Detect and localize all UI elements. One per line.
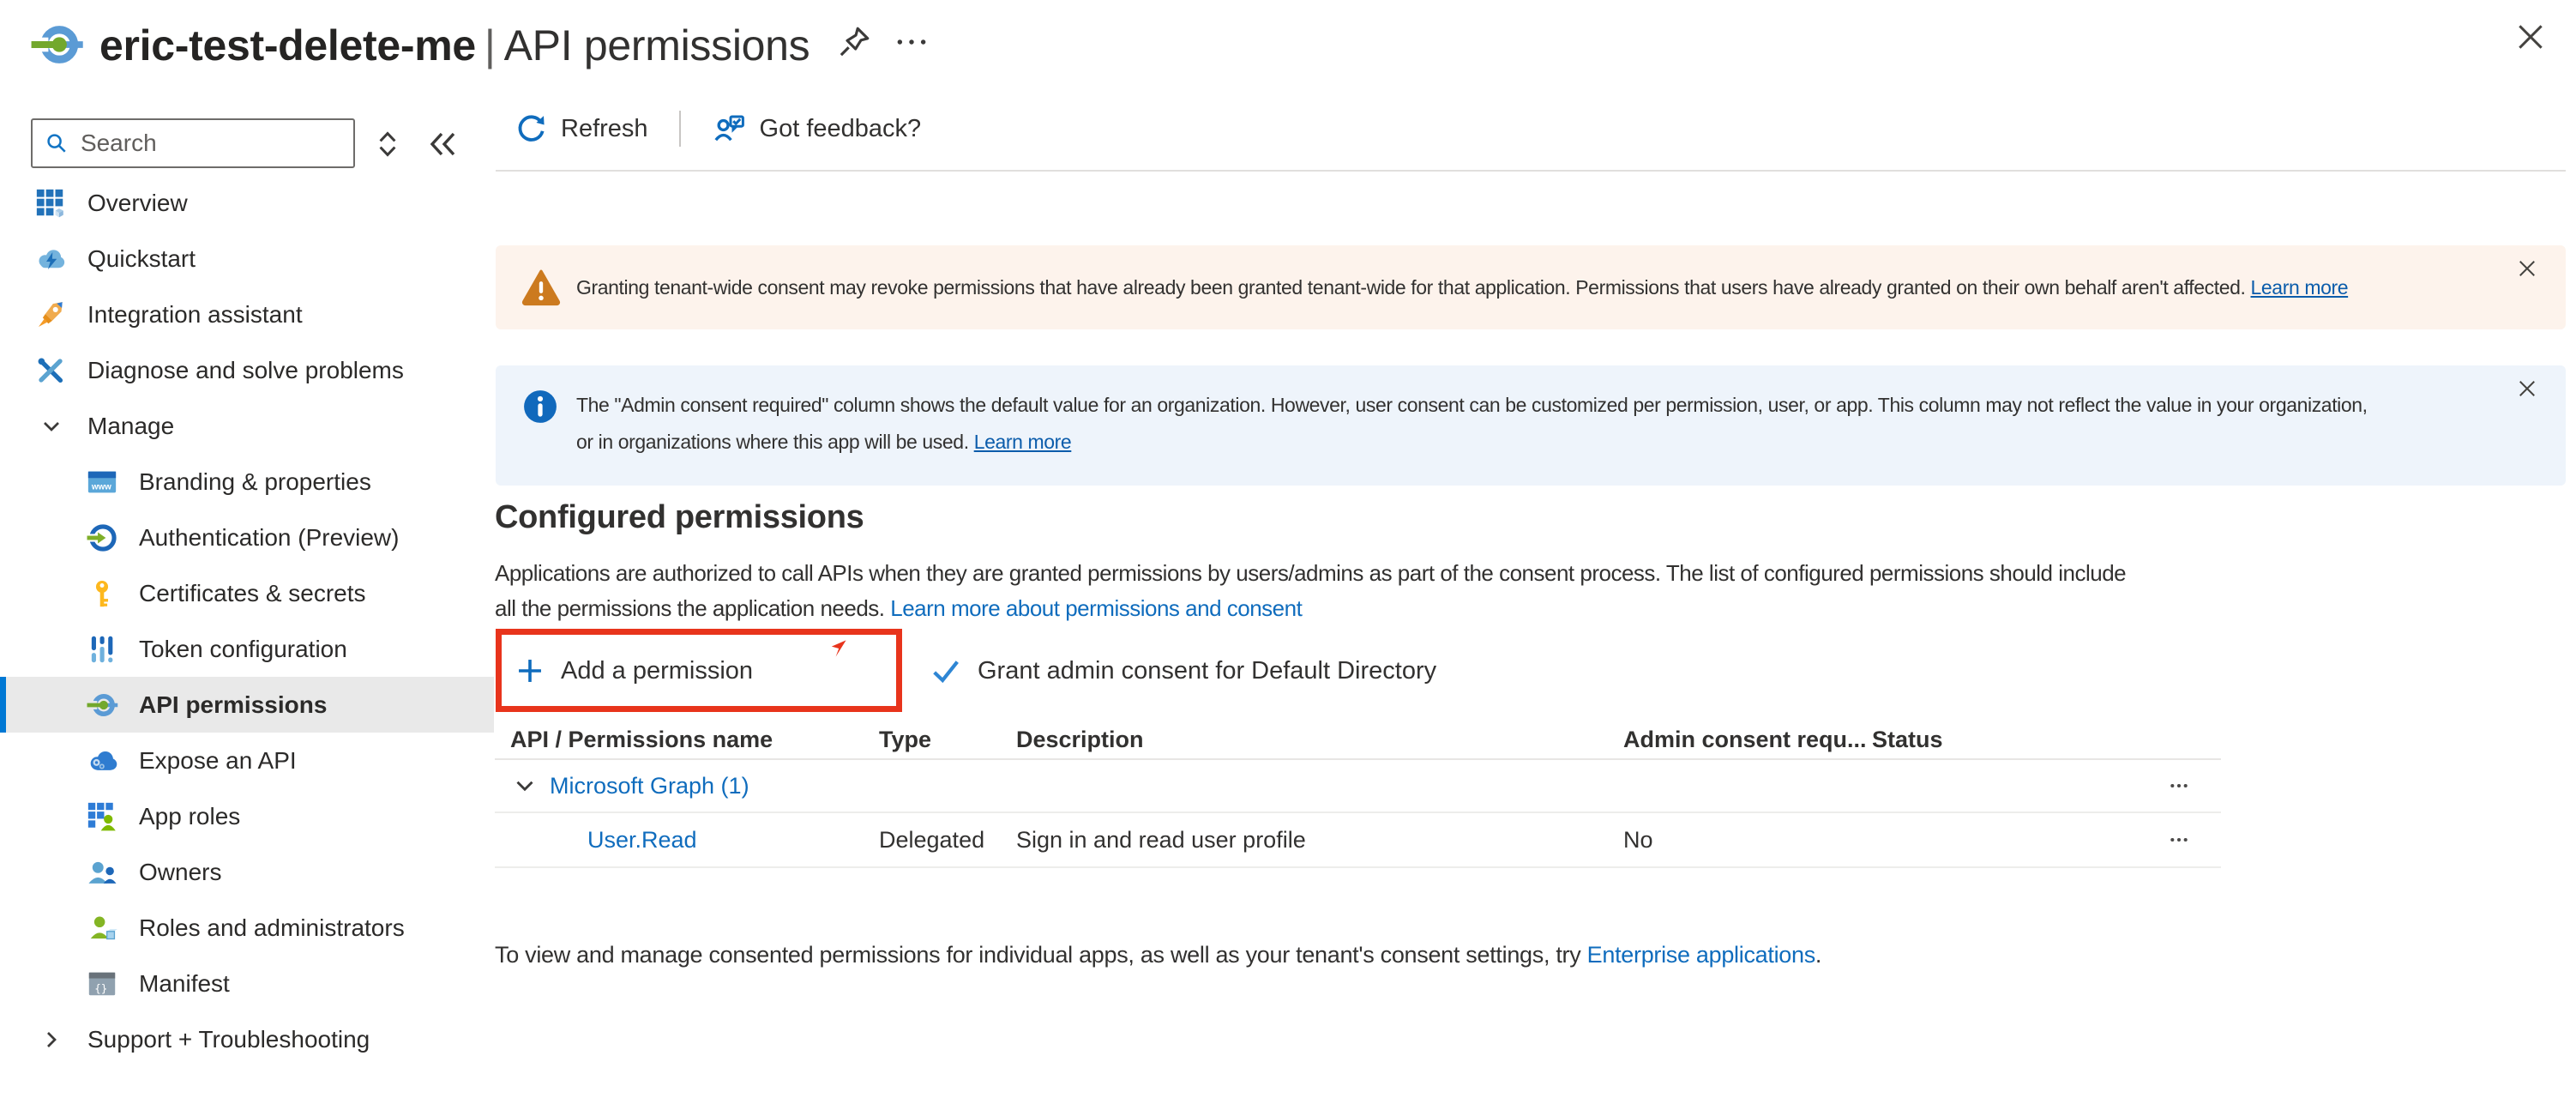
sidebar-item-expose-api[interactable] [0, 733, 494, 788]
sidebar-item-certificates-secrets[interactable] [0, 565, 494, 621]
info-learn-more-link[interactable]: Learn more [973, 431, 1072, 453]
chevron-down-icon [38, 413, 65, 440]
sidebar-item-label: Token configuration [139, 635, 347, 662]
quickstart-icon [34, 243, 67, 275]
sidebar-item-label: Expose an API [139, 746, 297, 774]
sidebar-item-owners[interactable] [0, 844, 494, 900]
sidebar-item-label: Quickstart [87, 244, 196, 272]
sidebar-menu [0, 175, 494, 1067]
col-header-api-permissions-name: API / Permissions name [510, 726, 773, 752]
tools-icon [34, 354, 67, 387]
expand-collapse-all-button[interactable] [370, 127, 405, 161]
search-input[interactable] [79, 129, 341, 158]
info-icon [521, 388, 559, 425]
grant-admin-consent-button[interactable] [930, 649, 1436, 693]
sidebar-item-label: Authentication (Preview) [139, 523, 400, 551]
permission-row-more-actions-button[interactable] [2160, 830, 2198, 850]
authentication-icon [86, 522, 118, 554]
warning-icon [521, 268, 561, 307]
sidebar-group-label: Support + Troubleshooting [87, 1025, 370, 1053]
roles-administrators-icon [86, 912, 118, 944]
sidebar-group-support[interactable] [0, 1011, 494, 1067]
sidebar-item-overview[interactable] [0, 175, 494, 231]
app-roles-icon [86, 800, 118, 833]
refresh-label: Refresh [561, 114, 648, 142]
warning-learn-more-link[interactable]: Learn more [2250, 275, 2349, 299]
command-bar-divider [679, 111, 681, 147]
sidebar-item-app-roles[interactable] [0, 788, 494, 844]
up-down-chevron-icon [370, 127, 405, 161]
overview-icon [34, 187, 67, 220]
command-bar [515, 101, 921, 156]
configured-permissions-description [495, 556, 2126, 626]
page-name: API permissions [503, 21, 810, 69]
sidebar-item-diagnose[interactable] [0, 342, 494, 398]
pin-button[interactable] [836, 24, 872, 60]
command-bar-rule [496, 170, 2566, 172]
dismiss-warning-button[interactable] [2514, 256, 2540, 281]
info-text-line2: or in organizations where this app will be used. Learn more [576, 431, 1072, 453]
table-header-row [495, 721, 2221, 760]
red-annotation-arrow [828, 638, 848, 659]
enterprise-applications-link[interactable]: Enterprise applications [1586, 942, 1815, 968]
sidebar-item-label: Integration assistant [87, 300, 303, 328]
close-icon [2514, 256, 2540, 281]
sidebar-item-label: App roles [139, 802, 241, 830]
table-group-row[interactable] [495, 760, 2221, 813]
warning-text-wrap [576, 245, 2348, 329]
footer-text: To view and manage consented permissions for individual apps, as well as your tenant's consent settings, try [495, 942, 1587, 968]
more-actions-icon [2160, 775, 2198, 796]
configured-permissions-heading: Configured permissions [495, 499, 864, 535]
api-permissions-icon [86, 689, 118, 721]
sidebar-group-manage[interactable] [0, 398, 494, 454]
permission-link[interactable]: User.Read [587, 826, 697, 853]
feedback-button[interactable] [712, 112, 922, 146]
app-name: eric-test-delete-me [99, 21, 476, 69]
plus-icon [515, 655, 545, 686]
more-actions-icon [2160, 830, 2198, 850]
info-text-line1: The "Admin consent required" column shows the default value for an organization. However, user consent can be customized per permission, user, or app. This column may not reflect the value in your organization, [576, 394, 2368, 416]
sidebar-item-label: Owners [139, 858, 222, 885]
sidebar-item-label: Certificates & secrets [139, 579, 366, 606]
sidebar-item-label: Roles and administrators [139, 914, 405, 941]
group-row-more-actions-button[interactable] [2160, 775, 2198, 796]
expand-group-chevron-icon[interactable] [510, 771, 539, 800]
sidebar-item-quickstart[interactable] [0, 231, 494, 287]
permission-description: Sign in and read user profile [1016, 826, 1306, 853]
sidebar-item-api-permissions[interactable] [0, 677, 494, 733]
col-header-admin-consent: Admin consent requ... [1623, 726, 1867, 752]
col-header-description: Description [1016, 726, 1144, 752]
sidebar-search[interactable] [31, 118, 355, 168]
add-permission-label: Add a permission [561, 656, 754, 685]
more-options-button[interactable] [894, 24, 930, 60]
permission-type: Delegated [879, 826, 985, 853]
sidebar-item-label: Diagnose and solve problems [87, 356, 404, 383]
sidebar-item-label: Branding & properties [139, 468, 371, 495]
close-blade-button[interactable] [2511, 17, 2550, 57]
info-text-wrap [576, 387, 2368, 461]
sidebar-item-label: Overview [87, 189, 188, 216]
microsoft-graph-link[interactable]: Microsoft Graph (1) [550, 772, 749, 799]
close-icon [2514, 376, 2540, 401]
permissions-consent-link[interactable]: Learn more about permissions and consent [890, 595, 1303, 621]
warning-banner [496, 245, 2566, 329]
sidebar-group-label: Manage [87, 412, 175, 439]
feedback-label: Got feedback? [759, 114, 922, 142]
app-registration-icon [29, 17, 84, 72]
checkmark-icon [930, 655, 962, 687]
table-row[interactable] [495, 813, 2221, 868]
footer-note [495, 942, 1821, 968]
description-line2: all the permissions the application needs. Learn more about permissions and consent [495, 595, 1303, 621]
token-configuration-icon [86, 633, 118, 666]
dismiss-info-button[interactable] [2514, 376, 2540, 401]
expose-api-icon [86, 745, 118, 777]
sidebar-item-label: API permissions [139, 691, 328, 718]
warning-text: Granting tenant-wide consent may revoke permissions that have already been granted tenant-wide for that application. Permissions that users have already granted on their own behalf aren't affected. [576, 275, 2246, 299]
permissions-table [495, 721, 2221, 868]
manifest-icon [86, 968, 118, 1000]
refresh-icon [515, 112, 547, 145]
sidebar-item-branding[interactable] [0, 454, 494, 510]
col-header-type: Type [879, 726, 932, 752]
owners-icon [86, 856, 118, 889]
title-separator: | [484, 21, 496, 69]
add-permission-button[interactable] [515, 649, 753, 693]
description-line1: Applications are authorized to call APIs when they are granted permissions by users/admins as part of the consent process. The list of configured permissions should include [495, 560, 2127, 586]
feedback-icon [712, 112, 746, 146]
permission-admin-consent: No [1623, 826, 1653, 853]
rocket-icon [34, 299, 67, 331]
sidebar-item-manifest[interactable] [0, 956, 494, 1011]
sidebar-item-roles-administrators[interactable] [0, 900, 494, 956]
page-title [99, 21, 810, 70]
search-icon [45, 130, 69, 157]
sidebar-item-label: Manifest [139, 969, 230, 997]
sidebar-item-token-configuration[interactable] [0, 621, 494, 677]
sidebar-item-authentication[interactable] [0, 510, 494, 565]
grant-admin-consent-label: Grant admin consent for Default Directory [978, 656, 1437, 685]
branding-icon [86, 466, 118, 498]
key-icon [86, 577, 118, 610]
sidebar-item-integration-assistant[interactable] [0, 287, 494, 342]
footer-suffix: . [1815, 942, 1822, 968]
chevron-right-icon [38, 1026, 65, 1053]
double-chevron-left-icon [425, 127, 460, 161]
refresh-button[interactable] [515, 112, 648, 145]
info-banner [496, 365, 2566, 486]
collapse-menu-button[interactable] [425, 127, 460, 161]
col-header-status: Status [1872, 726, 1943, 752]
